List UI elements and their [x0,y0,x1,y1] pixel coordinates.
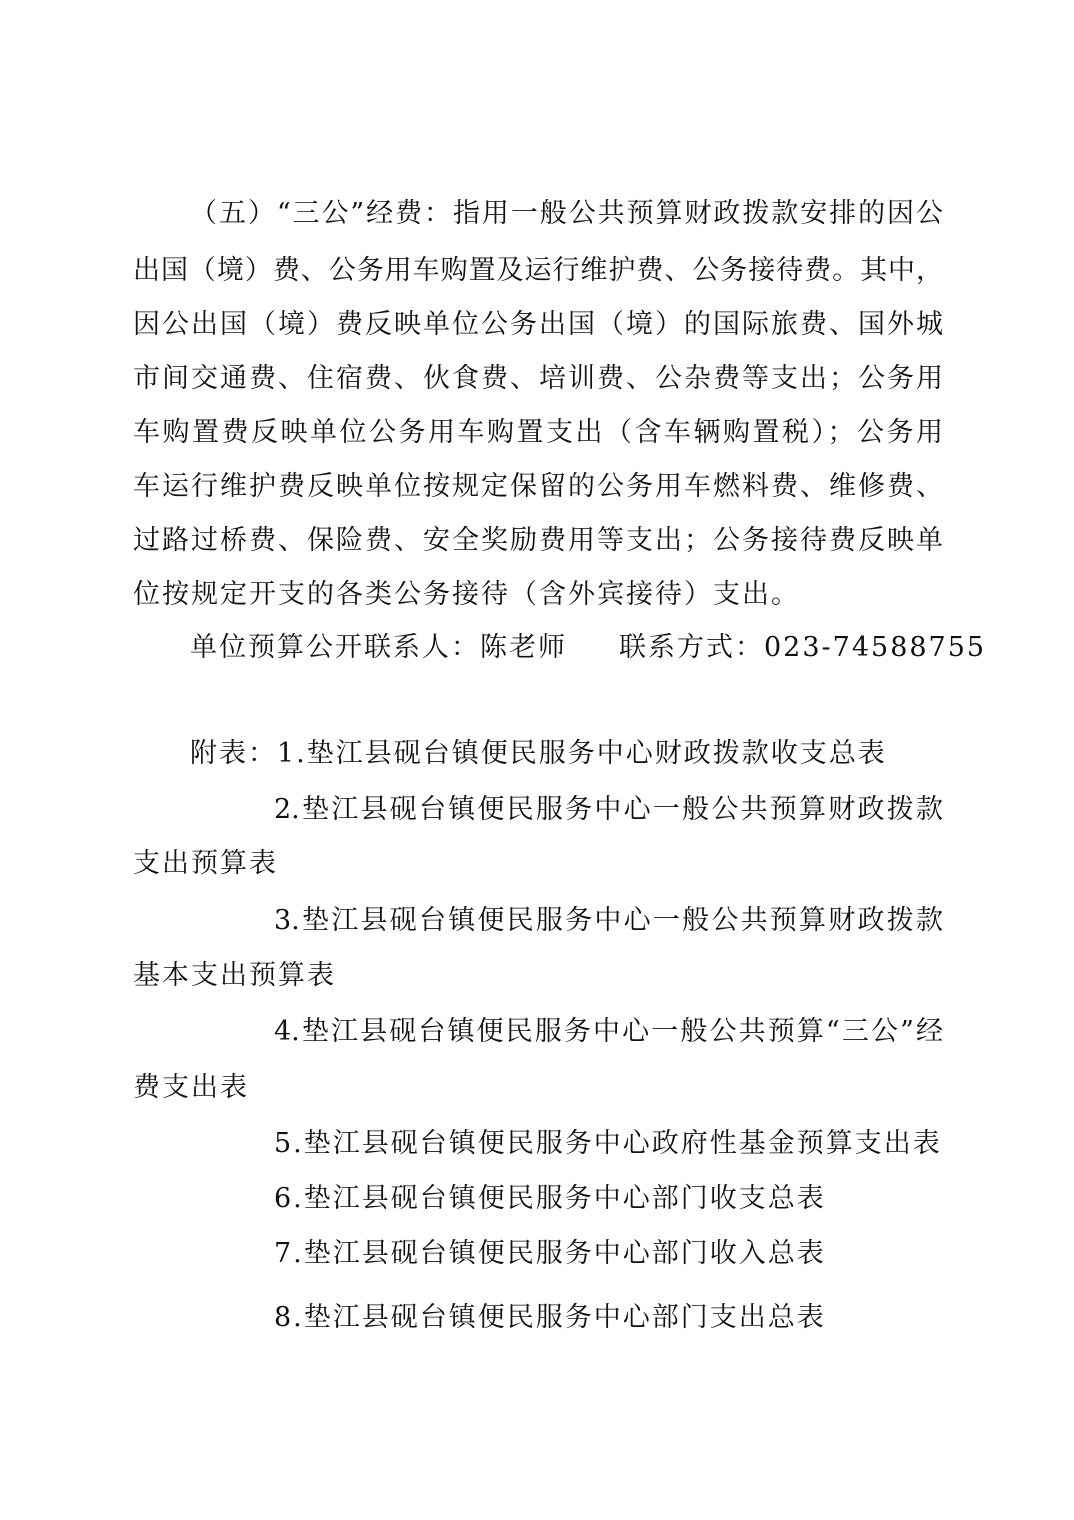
attachment-item-2: 2.垫江县砚台镇便民服务中心一般公共预算财政拨款 [274,794,943,825]
attachment-item-4-cont: 费支出表 [133,1072,249,1103]
paragraph-line: 过路过桥费、保险费、安全奖励费用等支出；公务接待费反映单 [133,525,943,556]
contact-phone: 联系方式：023-74588755 [619,632,987,663]
attachment-item-6: 6.垫江县砚台镇便民服务中心部门收支总表 [274,1183,826,1214]
paragraph-line: 市间交通费、住宿费、伙食费、培训费、公杂费等支出；公务用 [133,363,943,394]
attachments-heading: 附表： [190,738,277,769]
attachment-item-1: 附表：1.垫江县砚台镇便民服务中心财政拨款收支总表 [190,738,887,769]
paragraph-line: 车购置费反映单位公务用车购置支出（含车辆购置税）；公务用 [133,417,943,448]
contact-line [190,631,987,665]
attachment-item-2-cont: 支出预算表 [133,848,278,879]
attachment-item-3-cont: 基本支出预算表 [133,960,336,991]
attachment-item-8: 8.垫江县砚台镇便民服务中心部门支出总表 [274,1302,826,1333]
paragraph-line: 因公出国（境）费反映单位公务出国（境）的国际旅费、国外城 [133,309,943,340]
paragraph-line: 车运行维护费反映单位按规定保留的公务用车燃料费、维修费、 [133,471,943,502]
attachment-item-7: 7.垫江县砚台镇便民服务中心部门收入总表 [274,1238,826,1269]
paragraph-line: 位按规定开支的各类公务接待（含外宾接待）支出。 [133,579,800,610]
paragraph-line: （五）“三公”经费：指用一般公共预算财政拨款安排的因公 [190,198,943,229]
contact-person: 单位预算公开联系人：陈老师 [190,632,567,663]
paragraph-line: 出国（境）费、公务用车购置及运行维护费、公务接待费。其中， [133,255,943,286]
attachment-item-4: 4.垫江县砚台镇便民服务中心一般公共预算“三公”经 [274,1016,943,1047]
attachment-item-3: 3.垫江县砚台镇便民服务中心一般公共预算财政拨款 [274,905,943,936]
attachment-item-5: 5.垫江县砚台镇便民服务中心政府性基金预算支出表 [274,1128,942,1159]
